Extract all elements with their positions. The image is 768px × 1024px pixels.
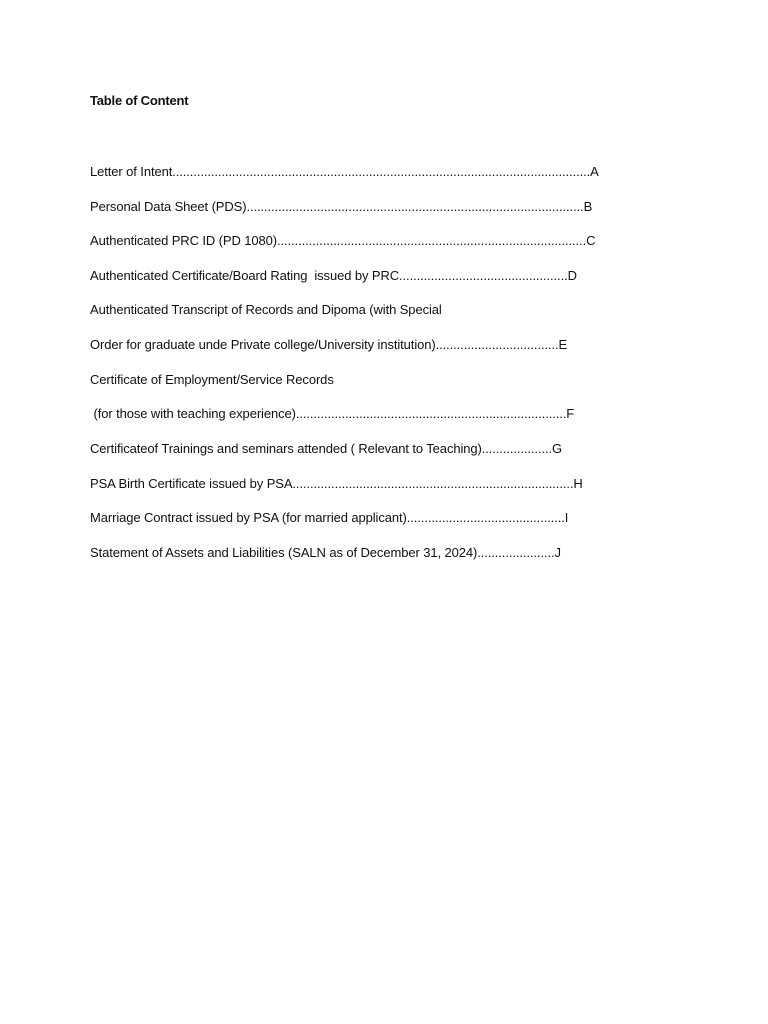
toc-entry-birth-certificate: PSA Birth Certificate issued by PSA................................................................................H (90, 476, 583, 491)
toc-entry-transcript-line-2: Order for graduate unde Private college/University institution)...................................E (90, 337, 568, 352)
page-title: Table of Content (90, 93, 189, 108)
toc-entry-transcript-line-1: Authenticated Transcript of Records and Dipoma (with Special (90, 302, 442, 317)
toc-entry-employment-line-2: (for those with teaching experience).............................................................................F (90, 406, 575, 421)
toc-entry-personal-data-sheet: Personal Data Sheet (PDS)................................................................................................B (90, 199, 593, 214)
toc-entry-employment-line-1: Certificate of Employment/Service Records (90, 372, 334, 387)
toc-entry-marriage-contract: Marriage Contract issued by PSA (for married applicant).............................................I (90, 510, 569, 525)
toc-entry-trainings: Certificateof Trainings and seminars attended ( Relevant to Teaching)....................G (90, 441, 562, 456)
toc-entry-letter-of-intent: Letter of Intent.......................................................................................................................A (90, 164, 599, 179)
toc-entry-board-rating: Authenticated Certificate/Board Rating issued by PRC................................................D (90, 268, 577, 283)
toc-entry-prc-id: Authenticated PRC ID (PD 1080)........................................................................................C (90, 233, 596, 248)
toc-entry-saln: Statement of Assets and Liabilities (SALN as of December 31, 2024)......................J (90, 545, 561, 560)
